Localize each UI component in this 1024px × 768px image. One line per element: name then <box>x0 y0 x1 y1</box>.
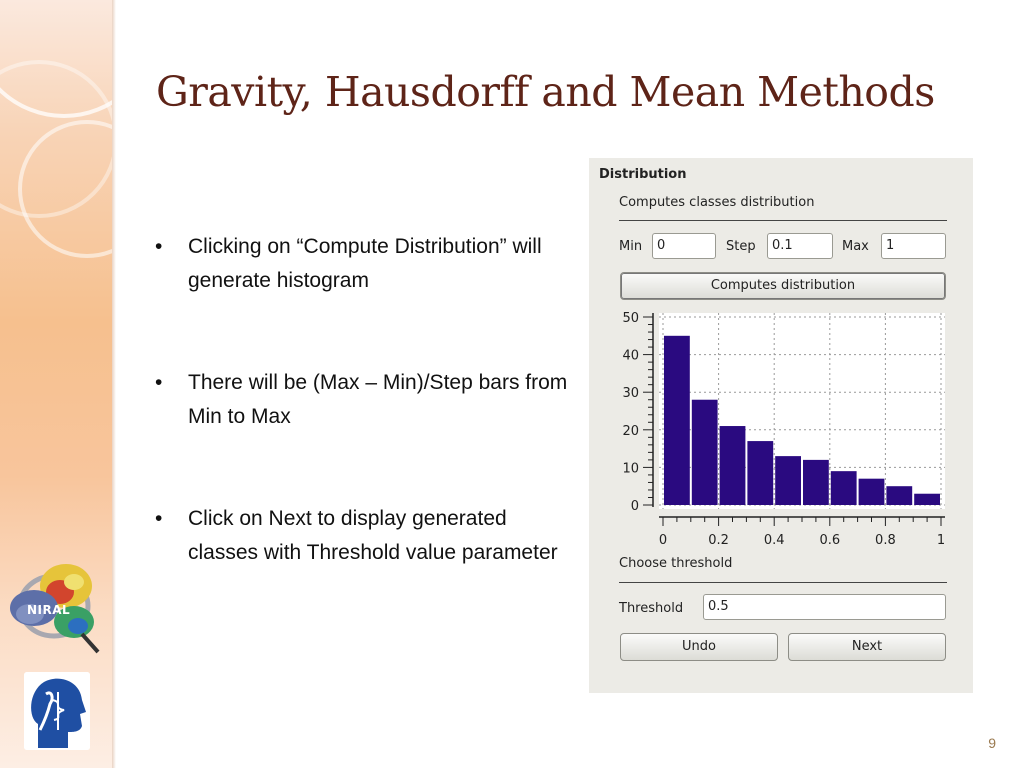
distribution-histogram <box>589 158 973 558</box>
distribution-panel <box>589 158 973 693</box>
bullet-item <box>155 502 575 570</box>
decorative-ring <box>0 60 112 218</box>
next-button[interactable]: Next <box>788 633 946 661</box>
histogram-bar <box>859 479 885 505</box>
histogram-bar <box>914 494 940 505</box>
page-number: 9 <box>988 735 996 751</box>
threshold-input[interactable]: 0.5 <box>703 594 946 620</box>
threshold-section-label: Choose threshold <box>619 556 733 571</box>
histogram-bar <box>720 426 746 505</box>
bullet-text: Clicking on “Compute Distribution” will generate histogram <box>188 235 542 292</box>
slicer-logo <box>24 672 90 750</box>
step-label: Step <box>726 239 756 254</box>
x-tick-label: 0.2 <box>708 533 729 548</box>
compute-distribution-button[interactable]: Computes distribution <box>620 272 946 300</box>
y-tick-label: 10 <box>622 461 639 477</box>
min-label: Min <box>619 239 643 254</box>
bullet-text: Click on Next to display generated classes with Threshold value parameter <box>188 507 558 564</box>
max-label: Max <box>842 239 869 254</box>
y-tick-label: 0 <box>630 499 639 514</box>
histogram-bar <box>886 486 912 505</box>
panel-title: Distribution <box>599 167 687 182</box>
x-tick-label: 0.8 <box>875 533 896 548</box>
bullet-marker: • <box>155 371 163 394</box>
undo-button[interactable]: Undo <box>620 633 778 661</box>
histogram-bar <box>692 400 718 505</box>
y-tick-label: 30 <box>622 386 639 402</box>
bullet-text: There will be (Max – Min)/Step bars from Min to Max <box>188 371 568 428</box>
niral-logo-text: NIRAL <box>27 603 71 617</box>
bullet-list <box>155 230 575 638</box>
histogram-bar <box>747 441 773 505</box>
y-tick-label: 40 <box>622 348 639 364</box>
min-input[interactable]: 0 <box>652 233 716 259</box>
bullet-item <box>155 366 575 434</box>
step-input[interactable]: 0.1 <box>767 233 833 259</box>
threshold-label: Threshold <box>619 601 684 616</box>
slide-title: Gravity, Hausdorff and Mean Methods <box>156 68 935 116</box>
bullet-marker: • <box>155 235 163 258</box>
histogram-bar <box>803 460 829 505</box>
max-input[interactable]: 1 <box>881 233 946 259</box>
bullet-marker: • <box>155 507 163 530</box>
histogram-bar <box>831 471 857 505</box>
histogram-bar <box>775 456 801 505</box>
x-tick-label: 0 <box>658 533 668 548</box>
strip-edge <box>112 0 116 768</box>
x-tick-label: 1 <box>936 533 946 548</box>
y-tick-label: 20 <box>622 423 639 439</box>
x-tick-label: 0.4 <box>763 533 785 548</box>
histogram-bar <box>664 336 690 505</box>
x-tick-label: 0.6 <box>819 533 841 548</box>
y-tick-label: 50 <box>622 311 639 326</box>
bullet-item <box>155 230 575 298</box>
compute-section-label: Computes classes distribution <box>619 195 815 210</box>
section-divider <box>619 582 947 583</box>
